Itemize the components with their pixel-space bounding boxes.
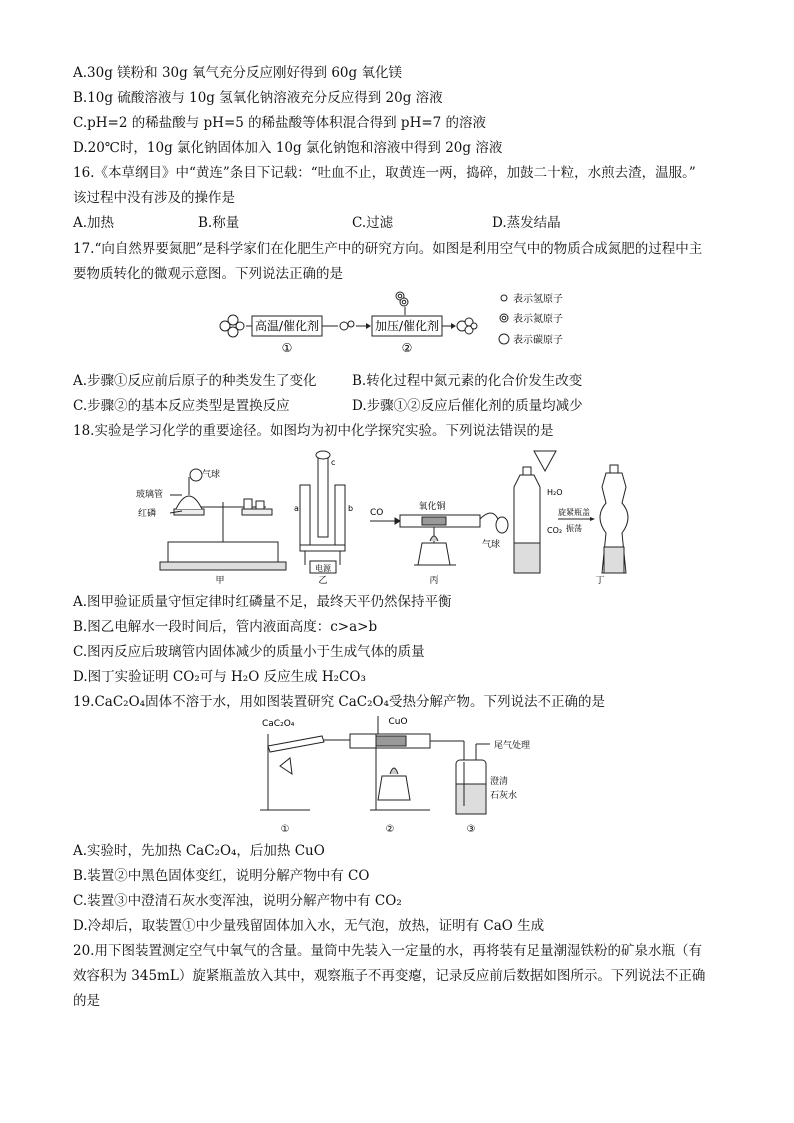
q18-stem: 18.实验是学习化学的重要途径。如图均为初中化学探究实验。下列说法错误的是 xyxy=(73,423,554,439)
q17-stem-line2: 要物质转化的微观示意图。下列说法正确的是 xyxy=(73,266,343,282)
q20-stem-line2: 效容积为 345mL）旋紧瓶盖放入其中，观察瓶子不再变瘪，记录反应前后数据如图所示。下列说法不正确 xyxy=(73,968,706,984)
caption-ding: 丁 xyxy=(595,576,605,586)
q16-option-b: B.称量 xyxy=(198,215,240,231)
label-copper-oxide-2: CuO xyxy=(388,717,408,727)
apparatus-2 xyxy=(350,716,464,810)
apparatus-1-number: ① xyxy=(280,824,290,835)
reactant-molecules xyxy=(220,315,244,337)
legend-carbon: 表示碳原子 xyxy=(513,335,563,346)
q20-stem-line3: 的是 xyxy=(73,993,100,1009)
label-electrode-a: a xyxy=(294,504,299,513)
q17-micro-diagram xyxy=(210,288,590,368)
q18-option-c: C.图丙反应后玻璃管内固体减少的质量小于生成气体的质量 xyxy=(73,644,425,660)
q17-option-c: C.步骤②的基本反应类型是置换反应 xyxy=(73,398,290,414)
legend xyxy=(499,292,563,346)
label-balloon-2: 气球 xyxy=(482,540,501,550)
label-limewater-1: 澄清 xyxy=(490,777,509,787)
apparatus-3 xyxy=(456,744,490,814)
q19-stem: 19.CaC₂O₄固体不溶于水，用如图装置研究 CaC₂O₄受热分解产物。下列说法不正确的是 xyxy=(73,694,605,710)
legend-nitrogen: 表示氮原子 xyxy=(513,314,563,325)
q15-option-d: D.20℃时，10g 氯化钠固体加入 10g 氯化钠饱和溶液中得到 20g 溶液 xyxy=(73,140,503,156)
q18-option-a: A.图甲验证质量守恒定律时红磷量不足，最终天平仍然保持平衡 xyxy=(73,594,452,610)
reactor-box-2-label: 加压/催化剂 xyxy=(374,319,440,333)
figure-jia-balance xyxy=(160,469,286,570)
caption-jia: 甲 xyxy=(215,576,225,586)
q16-option-c: C.过滤 xyxy=(352,215,394,231)
caption-yi: 乙 xyxy=(318,576,328,586)
label-glass-tube: 玻璃管 xyxy=(136,490,164,500)
apparatus-2-number: ② xyxy=(385,824,395,835)
figure-bing-co-reduction xyxy=(370,513,508,565)
q16-option-a: A.加热 xyxy=(73,215,115,231)
q16-option-d: D.蒸发结晶 xyxy=(492,215,561,231)
q18-option-d: D.图丁实验证明 CO₂可与 H₂O 反应生成 H₂CO₃ xyxy=(73,669,366,685)
reactor-box-1-label: 高温/催化剂 xyxy=(254,319,320,333)
q19-option-d: D.冷却后，取装置①中少量残留固体加入水，无气泡，放热，证明有 CaO 生成 xyxy=(73,918,545,934)
q19-option-c: C.装置③中澄清石灰水变浑浊，说明分解产物中有 CO₂ xyxy=(73,893,402,909)
q19-apparatus-figure xyxy=(250,714,531,838)
label-tighten-cap: 旋紧瓶盖 xyxy=(558,508,590,517)
q19-option-b: B.装置②中黑色固体变红，说明分解产物中有 CO xyxy=(73,868,370,884)
q17-option-d: D.步骤①②反应后催化剂的质量均减少 xyxy=(352,398,583,414)
label-calcium-oxalate: CaC₂O₄ xyxy=(262,719,295,729)
q17-option-a: A.步骤①反应前后原子的种类发生了变化 xyxy=(73,373,317,389)
label-water: H₂O xyxy=(547,488,563,497)
q20-stem-line1: 20.用下图装置测定空气中氧气的含量。量筒中先装入一定量的水，再将装有足量潮湿铁粉的矿泉水瓶（有 xyxy=(73,943,702,959)
step-2-label: ② xyxy=(401,341,413,355)
label-copper-oxide: 氧化铜 xyxy=(418,502,446,512)
q15-option-c: C.pH=2 的稀盐酸与 pH=5 的稀盐酸等体积混合得到 pH=7 的溶液 xyxy=(73,115,487,131)
label-power: 电源 xyxy=(315,564,331,573)
q16-stem-line2: 该过程中没有涉及的操作是 xyxy=(73,190,235,206)
label-electrode-b: b xyxy=(348,504,354,513)
legend-hydrogen: 表示氢原子 xyxy=(513,294,563,305)
q19-option-a: A.实验时，先加热 CaC₂O₄，后加热 CuO xyxy=(73,843,325,859)
q16-stem-line1: 16.《本草纲目》中“黄连”条目下记载：“吐血不止，取黄连一两，捣碎，加鼓二十粒，水煎去渣，温服。” xyxy=(73,165,696,181)
q15-option-b: B.10g 硫酸溶液与 10g 氢氧化钠溶液充分反应得到 20g 溶液 xyxy=(73,90,443,106)
label-balloon: 气球 xyxy=(202,470,221,480)
q15-option-a: A.30g 镁粉和 30g 氧气充分反应刚好得到 60g 氧化镁 xyxy=(73,65,402,81)
label-red-phosphorus: 红磷 xyxy=(138,509,157,519)
q18-experiments-figure xyxy=(130,447,690,587)
q17-stem-line1: 17.“向自然界要氮肥”是科学家们在化肥生产中的研究方向。如图是利用空气中的物质合成氮肥的过程中主 xyxy=(73,241,703,257)
label-shake: 振荡 xyxy=(566,524,582,533)
label-carbon-dioxide: CO₂ xyxy=(547,526,563,535)
apparatus-1 xyxy=(260,734,350,810)
figure-yi-electrolysis xyxy=(300,451,345,573)
q18-option-b: B.图乙电解水一段时间后，管内液面高度：c>a>b xyxy=(73,619,378,635)
step-1-label: ① xyxy=(281,341,293,355)
label-tube-c: c xyxy=(331,458,336,467)
apparatus-3-number: ③ xyxy=(466,824,476,835)
label-limewater-2: 石灰水 xyxy=(490,791,518,801)
q17-option-b: B.转化过程中氮元素的化合价发生改变 xyxy=(352,373,583,389)
label-co-inlet: CO xyxy=(370,508,384,518)
caption-bing: 丙 xyxy=(429,576,439,586)
label-tail-gas: 尾气处理 xyxy=(494,741,531,751)
